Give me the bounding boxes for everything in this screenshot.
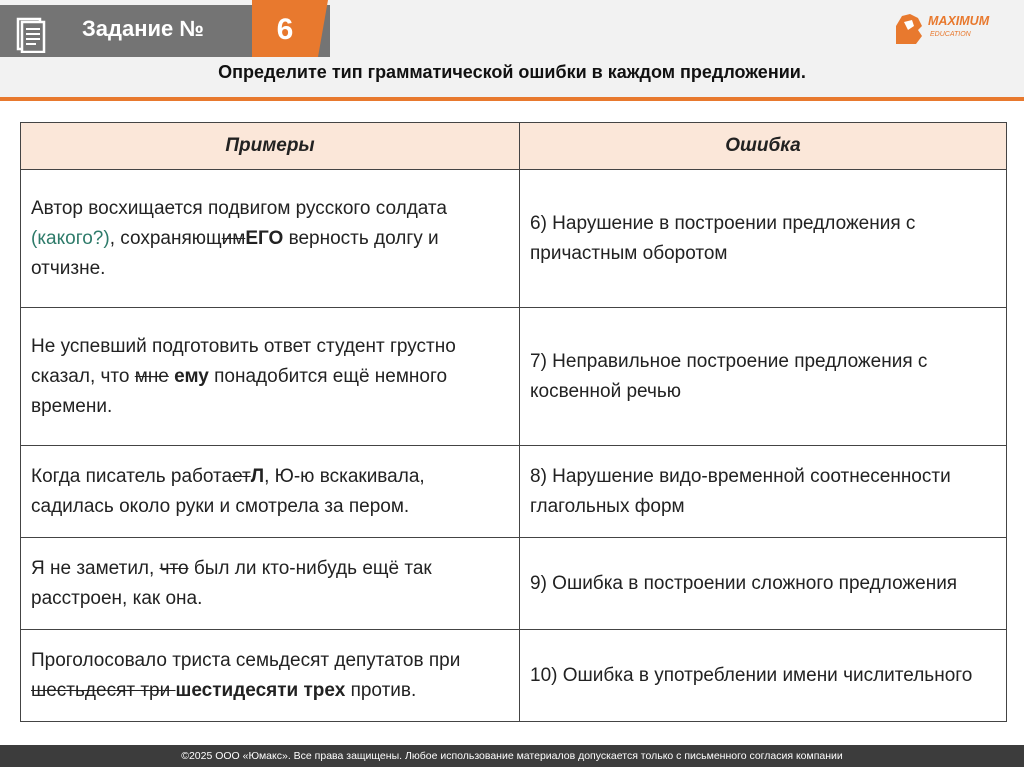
- struck-text: ет: [232, 465, 251, 487]
- logo-name: MAXIMUM: [928, 14, 990, 28]
- table-row: [21, 446, 1007, 538]
- task-title: Определите тип грамматической ошибки в каждом предложении.: [218, 62, 806, 82]
- struck-text: что: [159, 557, 189, 579]
- example-cell: Не успевший подготовить ответ студент грустно сказал, что мне ему понадобится ещё немного времени.: [21, 308, 520, 446]
- document-icon: [16, 17, 46, 53]
- example-cell: Проголосовало триста семьдесят депутатов при шестьдесят три шестидесяти трех против.: [21, 630, 520, 722]
- struck-text: им: [221, 227, 246, 249]
- error-cell: 9) Ошибка в построении сложного предложения: [520, 538, 1007, 630]
- example-cell: Когда писатель работаетЛ, Ю-ю вскакивала, садилась около руки и смотрела за пером.: [21, 446, 520, 538]
- task-number: 6: [252, 0, 318, 57]
- column-header-error: Ошибка: [520, 123, 1007, 170]
- correction-text: ЕГО: [245, 227, 284, 249]
- error-cell: 7) Неправильное построение предложения с косвенной речью: [520, 308, 1007, 446]
- example-cell: Я не заметил, что был ли кто-нибудь ещё так расстроен, как она.: [21, 538, 520, 630]
- error-cell: 6) Нарушение в построении предложения с причастным оборотом: [520, 170, 1007, 308]
- struck-text: шестьдесят три: [31, 679, 176, 701]
- column-header-examples: Примеры: [21, 123, 520, 170]
- table-row: [21, 308, 1007, 446]
- table-row: [21, 630, 1007, 722]
- table-header-row: [21, 123, 1007, 170]
- header-divider: [0, 97, 1024, 101]
- table-row: [21, 538, 1007, 630]
- example-cell: Автор восхищается подвигом русского солдата (какого?), сохраняющимЕГО верность долгу и отчизне.: [21, 170, 520, 308]
- table-row: [21, 170, 1007, 308]
- correction-text: Л: [250, 465, 265, 487]
- copyright-footer: ©2025 ООО «Юмакс». Все права защищены. Любое использование материалов допускается только с письменного согласия компании: [0, 745, 1024, 767]
- question-hint: (какого?): [31, 227, 110, 249]
- correction-text: ему: [174, 365, 209, 387]
- error-cell: 10) Ошибка в употреблении имени числительного: [520, 630, 1007, 722]
- logo-subtitle: EDUCATION: [930, 31, 971, 38]
- examples-table: [20, 122, 1007, 722]
- correction-text: шестидесяти трех: [175, 679, 346, 701]
- error-cell: 8) Нарушение видо-временной соотнесенности глагольных форм: [520, 446, 1007, 538]
- task-label: Задание №: [82, 16, 204, 41]
- struck-text: мне: [134, 365, 169, 387]
